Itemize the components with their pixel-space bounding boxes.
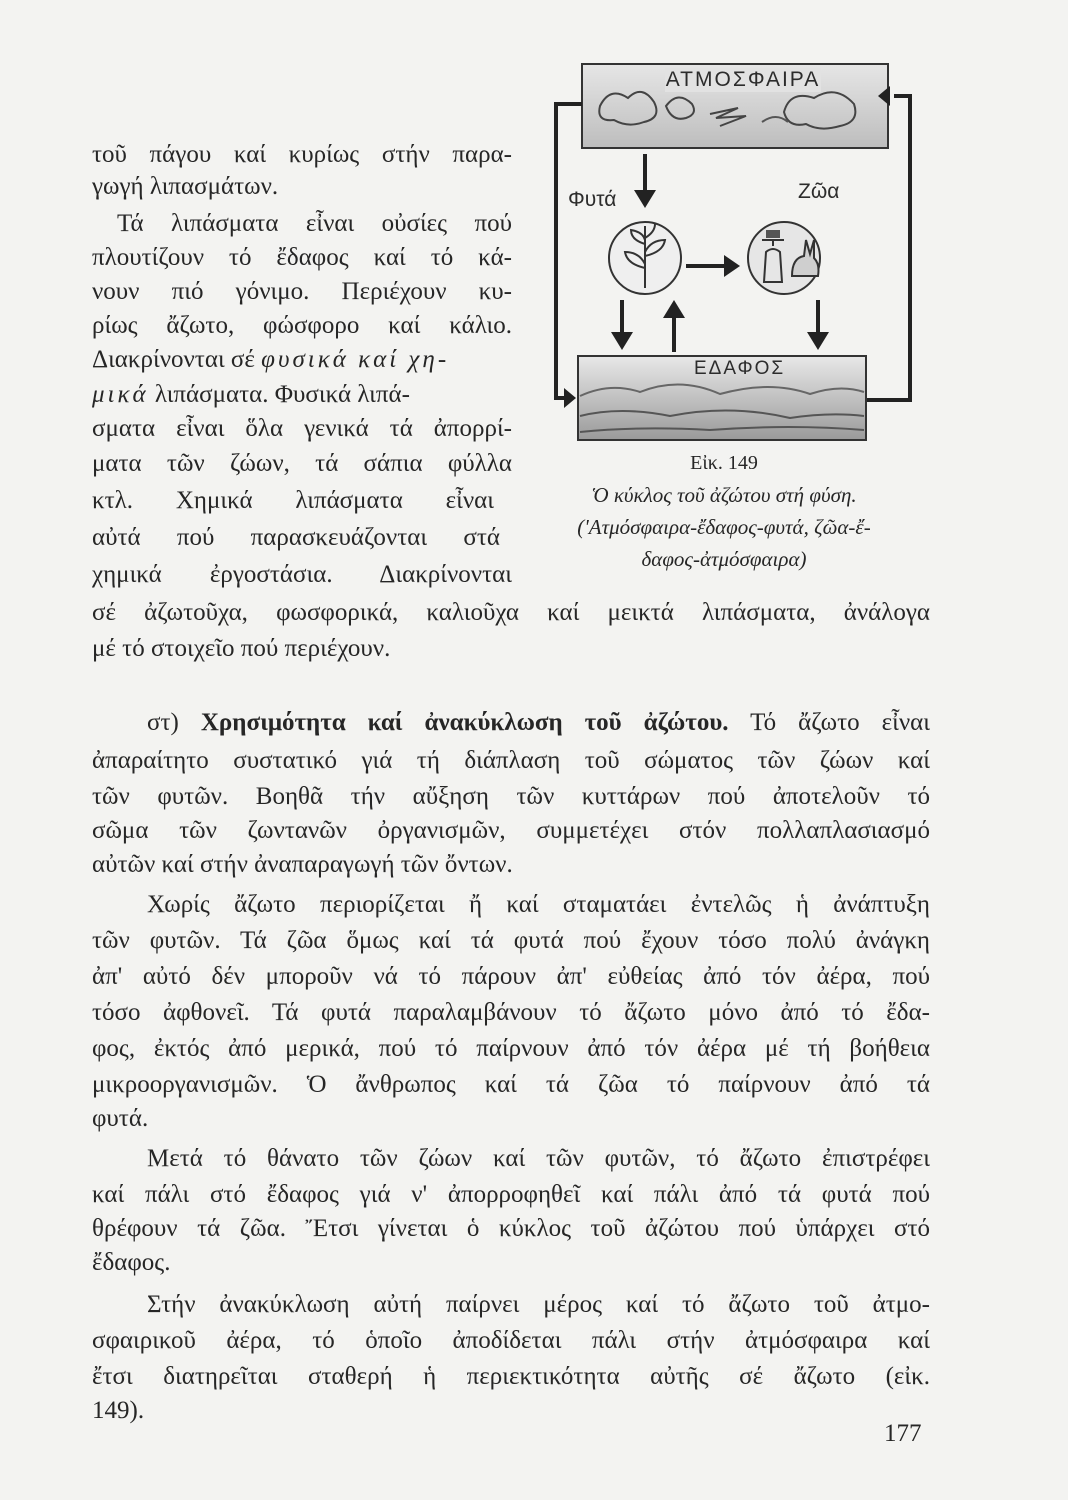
text-line: νουν πιό γόνιμο. Περιέχουν κυ- bbox=[92, 278, 512, 305]
text-line bbox=[92, 345, 512, 375]
text-line: τῶν φυτῶν. Τά ζῶα ὅμως καί τά φυτά πού ἔχουν τόσο πολύ ἀνάγκη bbox=[92, 927, 930, 954]
text-line: τῶν φυτῶν. Βοηθᾶ τήν αὔξηση τῶν κυττάρων πού ἀποτελοῦν τό bbox=[92, 783, 930, 810]
text-line: σματα εἶναι ὅλα γενικά τά ἀπορρί- bbox=[92, 415, 512, 442]
text-line: Τά λιπάσματα εἶναι οὐσίες πού bbox=[117, 210, 512, 237]
cycle-diagram bbox=[548, 62, 918, 472]
section-heading-line bbox=[147, 708, 930, 738]
text-line: πλουτίζουν τό ἔδαφος καί τό κά- bbox=[92, 244, 512, 271]
nitrogen-cycle-figure bbox=[548, 62, 918, 472]
text-line: φος, ἐκτός ἀπό μερικά, πού τό παίρνουν ἀπό τόν ἀέρα μέ τή βοήθεια bbox=[92, 1035, 930, 1062]
text-line: ρίως ἄζωτο, φώσφορο καί κάλιο. bbox=[92, 312, 512, 339]
plants-label: Φυτά bbox=[568, 188, 617, 211]
text-line: ἀπ' αὐτό δέν μποροῦν νά τό πάρουν ἀπ' εὐθείας ἀπό τόν ἀέρα, πού bbox=[92, 963, 930, 990]
text-line: καί πάλι στό ἔδαφος γιά ν' ἀπορροφηθεῖ καί πάλι ἀπό τά φυτά πού bbox=[92, 1181, 930, 1208]
atmosphere-label: ΑΤΜΟΣΦΑΙΡΑ bbox=[665, 68, 821, 91]
section-heading: Χρησιμότητα καί ἀνακύκλωση τοῦ ἀζώτου. bbox=[200, 709, 729, 736]
page-number: 177 bbox=[884, 1420, 922, 1447]
left-cycle-line bbox=[556, 104, 582, 398]
figure-number: Εἰκ. 149 bbox=[690, 452, 758, 474]
animals-label: Ζῶα bbox=[798, 180, 840, 203]
arrow-head-icon bbox=[663, 300, 685, 318]
text-line: σῶμα τῶν ζωντανῶν ὀργανισμῶν, συμμετέχει στόν πολλαπλασιασμό bbox=[92, 817, 930, 844]
text-line: τοῦ πάγου καί κυρίως στήν παρα- bbox=[92, 141, 512, 168]
text-line: σφαιρικοῦ ἀέρα, τό ὁποῖο ἀποδίδεται πάλι στήν ἀτμόσφαιρα καί bbox=[92, 1327, 930, 1354]
text-line: τόσο ἀφθονεῖ. Τά φυτά παραλαμβάνουν τό ἄζωτο μόνο ἀπό τό ἔδα- bbox=[92, 999, 930, 1026]
text-line: σέ ἀζωτοῦχα, φωσφορικά, καλιοῦχα καί μεικτά λιπάσματα, ἀνάλογα bbox=[92, 599, 930, 626]
arrow-head-icon bbox=[807, 332, 829, 350]
text-line bbox=[92, 380, 512, 410]
text-run: λιπάσματα. Φυσικά λιπά- bbox=[154, 381, 410, 408]
text-line: μέ τό στοιχεῖο πού περιέχουν. bbox=[92, 635, 391, 662]
text-line: ἀπαραίτητο συστατικό γιά τή διάπλαση τοῦ σώματος τῶν ζώων καί bbox=[92, 747, 930, 774]
emphasis-text: μικά bbox=[92, 381, 149, 408]
text-run: Διακρίνονται σέ bbox=[92, 346, 255, 373]
soil-label: ΕΔΑΦΟΣ bbox=[694, 358, 786, 379]
text-line: Στήν ἀνακύκλωση αὐτή παίρνει μέρος καί τό ἄζωτο τοῦ ἀτμο- bbox=[147, 1291, 930, 1318]
section-prefix: στ) bbox=[147, 709, 179, 736]
text-line: Μετά τό θάνατο τῶν ζώων καί τῶν φυτῶν, τό ἄζωτο ἐπιστρέφει bbox=[147, 1145, 930, 1172]
text-line: ἔτσι διατηρεῖται σταθερή ἡ περιεκτικότητα αὐτῆς σέ ἄζωτο (εἰκ. bbox=[92, 1363, 930, 1390]
text-line: ἔδαφος. bbox=[92, 1249, 171, 1276]
text-line: κτλ. Χημικά λιπάσματα εἶναι bbox=[92, 487, 494, 514]
text-line: Χωρίς ἄζωτο περιορίζεται ἤ καί σταματάει ἐντελῶς ἡ ἀνάπτυξη bbox=[147, 891, 930, 918]
text-line: αὐτῶν καί στήν ἀναπαραγωγή τῶν ὄντων. bbox=[92, 851, 513, 878]
emphasis-text: φυσικά καί χη- bbox=[261, 346, 450, 373]
text-line: χημικά ἐργοστάσια. Διακρίνονται bbox=[92, 561, 512, 588]
text-line: μικροοργανισμῶν. Ὁ ἄνθρωπος καί τά ζῶα τό παίρνουν ἀπό τά bbox=[92, 1071, 930, 1098]
text-run: Τό ἄζωτο εἶναι bbox=[750, 709, 930, 736]
text-line: αὐτά πού παρασκευάζονται στά bbox=[92, 524, 500, 551]
text-line: ματα τῶν ζώων, τά σάπια φύλλα bbox=[92, 450, 512, 477]
text-line: 149). bbox=[92, 1397, 145, 1424]
text-line: γωγή λιπασμάτων. bbox=[92, 173, 279, 200]
text-line: θρέφουν τά ζῶα. Ἔτσι γίνεται ὁ κύκλος τοῦ ἀζώτου πού ὑπάρχει στό bbox=[92, 1215, 930, 1242]
arrow-head-icon bbox=[564, 388, 576, 408]
figure-caption: δαφος-ἀτμόσφαιρα) bbox=[641, 547, 807, 571]
figure-caption: ('Ατμόσφαιρα-ἔδαφος-φυτά, ζῶα-ἔ- bbox=[577, 515, 871, 539]
figure-caption: Ὁ κύκλος τοῦ ἀζώτου στή φύση. bbox=[591, 483, 857, 507]
text-line: φυτά. bbox=[92, 1105, 149, 1132]
arrow-head-icon bbox=[724, 255, 740, 277]
arrow-head-icon bbox=[611, 332, 633, 350]
person-icon bbox=[766, 230, 780, 238]
arrow-head-icon bbox=[634, 190, 656, 208]
